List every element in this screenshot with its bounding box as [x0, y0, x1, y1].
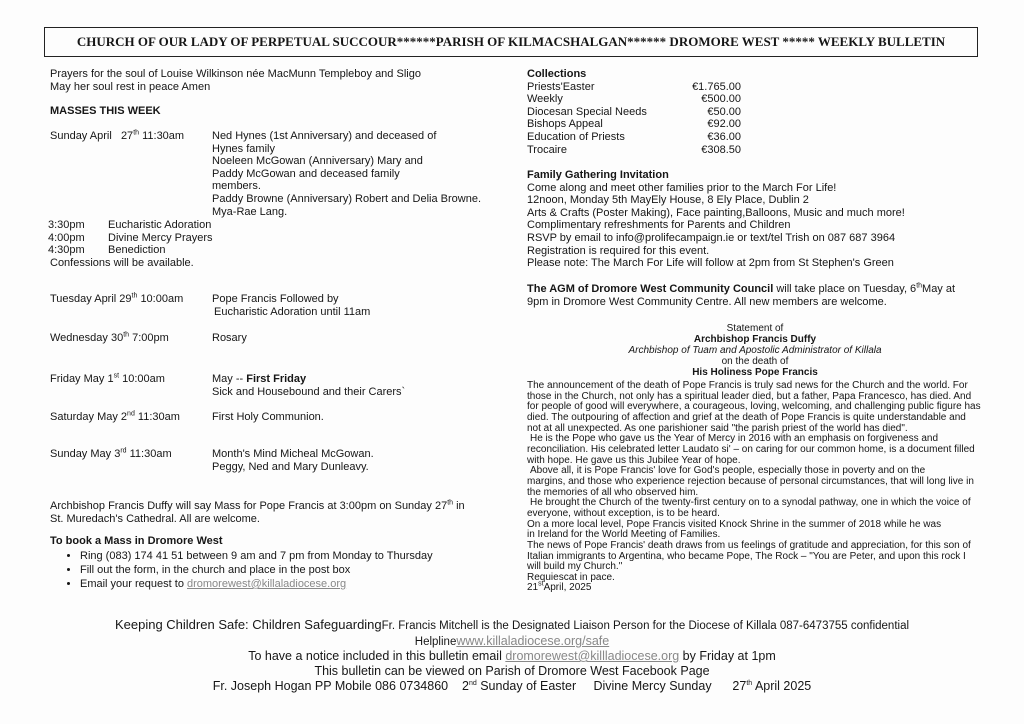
text: Weekly — [527, 93, 563, 106]
text — [212, 448, 374, 473]
text: Pope Francis Followed by — [212, 293, 339, 305]
statement-date — [527, 583, 981, 594]
text: by Friday at 1pm — [679, 649, 776, 663]
text: Peggy, Ned and Mary Dunleavy. — [212, 460, 369, 473]
prayers-line: Prayers for the soul of Louise Wilkinson née MacMunn Templeboy and Sligo — [50, 68, 421, 80]
collection-row — [527, 106, 741, 119]
text: Come along and meet other families prior to the March For Life! — [527, 181, 837, 194]
text: Rosary — [212, 332, 247, 344]
text: reconciliation. His celebrated letter Laudato si' – on caring for our common home, is a document filled — [527, 443, 975, 455]
collection-row — [527, 131, 741, 144]
afternoon-schedule — [48, 219, 213, 269]
text: Friday May 1 — [50, 373, 114, 385]
family-gathering-section — [527, 169, 905, 270]
text: On a more local level, Pope Francis visited Knock Shrine in the summer of 2018 while he was — [527, 518, 942, 530]
text: Benediction — [108, 244, 166, 257]
text: First Friday — [246, 373, 307, 385]
text: Month's Mind Micheal McGowan. — [212, 448, 374, 460]
text: Hynes family — [212, 142, 275, 155]
confessions-note: Confessions will be available. — [50, 256, 194, 269]
text: Eucharistic Adoration — [108, 219, 212, 231]
text — [50, 411, 212, 424]
text: 3:30pm — [48, 219, 85, 231]
text: th — [916, 282, 923, 290]
text: with hope. He gave us this Jubilee Year of hope. — [527, 454, 741, 466]
masses-heading: MASSES THIS WEEK — [50, 105, 161, 117]
text: 11:30am — [137, 411, 180, 423]
mass-sunday-may — [50, 448, 374, 473]
collection-row — [527, 93, 741, 106]
text: €500.00 — [701, 93, 741, 106]
priest-line — [0, 679, 1024, 693]
text: Paddy McGowan and deceased family — [212, 167, 400, 180]
text: died. The outpouring of affection and grief at the death of Pope Francis is quite understandable and — [527, 411, 966, 423]
text: RSVP by email to info@prolifecampaign.ie or text/tel Trish on 087 687 3964 — [527, 231, 896, 244]
statement-heading — [527, 323, 983, 378]
text: €36.00 — [707, 130, 741, 143]
statement-body — [527, 381, 981, 594]
schedule-row — [48, 232, 213, 245]
text: Keeping Children Safe: Children Safeguarding — [114, 617, 382, 632]
text: 4:00pm — [48, 231, 85, 244]
text: th — [447, 499, 454, 507]
text: Divine Mercy Prayers — [108, 231, 213, 244]
text — [50, 332, 212, 345]
text: Wednesday 30 — [50, 332, 124, 344]
text — [50, 500, 465, 513]
text — [50, 549, 433, 591]
text: €308.50 — [701, 143, 741, 156]
text: those in the Church, not only has a spiritual leader died, but a father, Papa Francesco, has died. And — [527, 390, 972, 402]
text: Sunday April — [50, 130, 112, 142]
notice-line — [0, 649, 1024, 663]
schedule-row — [48, 219, 213, 232]
text: everyone, without exception, is to be heard. — [527, 507, 720, 519]
prayers-line: May her soul rest in peace Amen — [50, 80, 211, 93]
text — [527, 283, 955, 296]
text: st — [113, 372, 120, 380]
helpline-line — [0, 634, 1024, 649]
text: May -- — [212, 373, 247, 385]
text: April 2025 — [752, 679, 812, 693]
text: Education of Priests — [527, 130, 625, 143]
text: April, 2025 — [543, 582, 592, 594]
text: 27 — [120, 130, 134, 142]
text: will take place on Tuesday, 6 — [773, 283, 917, 295]
text: th — [131, 292, 138, 300]
text: €1.765.00 — [692, 80, 741, 93]
mass-tuesday — [50, 293, 370, 318]
text: Noeleen McGowan (Anniversary) Mary and — [212, 155, 423, 168]
text: th — [123, 331, 130, 339]
text: Email your request to — [80, 578, 187, 590]
text: Arts & Crafts (Poster Making), Face painting,Balloons, Music and much more! — [527, 206, 905, 219]
text: Sunday May 3 — [50, 448, 121, 460]
book-option — [80, 577, 433, 591]
collection-row — [527, 81, 741, 94]
text: He is the Pope who gave us the Year of Mercy in 2016 with an emphasis on forgiveness and — [530, 433, 939, 445]
text: members. — [212, 180, 261, 193]
text: Sick and Housebound and their Carers` — [212, 385, 406, 398]
text: Eucharistic Adoration until 11am — [214, 305, 371, 318]
text: for people of good will everywhere, a courageous, loving, welcoming, and challenging public figure has — [527, 401, 981, 413]
email-link[interactable]: dromorewest@killaladiocese.org — [187, 578, 347, 590]
text: 12noon, Monday 5th MayEly House, 8 Ely Place, Dublin 2 — [527, 194, 809, 207]
mass-saturday — [50, 411, 324, 424]
text: Helpline — [414, 636, 457, 648]
prayers-notice — [50, 68, 421, 93]
safeguarding-line — [0, 618, 1024, 633]
text: th — [133, 129, 140, 137]
text — [527, 81, 741, 157]
text: 21 — [527, 582, 539, 594]
text: €92.00 — [707, 118, 741, 131]
text: 4:30pm — [48, 244, 85, 257]
text: Trocaire — [527, 143, 567, 156]
book-mass-heading: To book a Mass in Dromore West — [50, 535, 223, 547]
text: rd — [120, 447, 127, 455]
text: First Holy Communion. — [212, 411, 324, 423]
text: Saturday May 2 — [50, 411, 128, 423]
mass-intentions — [212, 130, 481, 218]
text: Archbishop of Tuam and Apostolic Administrator of Killala — [628, 345, 882, 356]
text: 10:00am — [122, 373, 165, 385]
text: May at — [922, 283, 956, 295]
text: nd — [468, 679, 477, 687]
text: Archbishop Francis Duffy will say Mass for Pope Francis at 3:00pm on Sunday 27 — [50, 500, 448, 512]
mass-wednesday — [50, 332, 247, 345]
text: will build my Church." — [527, 561, 623, 573]
text: 11:30am — [142, 130, 185, 142]
text: 9pm in Dromore West Community Centre. All new members are welcome. — [527, 295, 887, 308]
family-heading: Family Gathering Invitation — [527, 169, 669, 181]
text: Priests'Easter — [527, 80, 595, 93]
text: 10:00am — [140, 293, 184, 305]
text: th — [746, 679, 753, 687]
text: Diocesan Special Needs — [527, 105, 647, 118]
text: on the death of — [721, 356, 789, 367]
text: He brought the Church of the twenty-first century on to a synodal pathway, one in which the voice of — [530, 497, 971, 509]
text: the memories of all who observed him. — [527, 486, 699, 498]
notice-email-link[interactable]: dromorewest@killladiocese.org — [505, 649, 680, 663]
book-option: • Ring (083) 174 41 51 between 9 am and 7 pm from Monday to Thursday — [80, 549, 433, 563]
collections-heading: Collections — [527, 68, 587, 80]
text: Bishops Appeal — [527, 118, 603, 131]
safeguarding-link[interactable]: www.killaladiocese.org/safe — [456, 634, 610, 648]
text — [212, 373, 405, 398]
collection-row — [527, 144, 741, 157]
archbishop-mass-notice — [50, 500, 465, 525]
text: Sunday of Easter Divine Mercy Sunday 27 — [476, 679, 747, 693]
text: Archbishop Francis Duffy — [693, 334, 817, 345]
text: in — [453, 500, 465, 512]
text: Ned Hynes (1st Anniversary) and deceased of — [212, 130, 437, 142]
text: Complimentary refreshments for Parents and Children — [527, 219, 791, 232]
text: 11:30am — [129, 448, 172, 460]
mass-date — [50, 130, 212, 143]
text — [50, 448, 212, 461]
text: The AGM of Dromore West Community Council — [527, 283, 774, 295]
text — [527, 81, 741, 157]
facebook-line: This bulletin can be viewed on Parish of Dromore West Facebook Page — [314, 664, 710, 678]
text: 7:00pm — [132, 332, 169, 344]
text: Fr. Joseph Hogan PP Mobile 086 0734860 2 — [212, 679, 469, 693]
bulletin-title: CHURCH OF OUR LADY OF PERPETUAL SUCCOUR******PARISH OF KILMACSHALGAN****** DROMORE WEST ***** WEEKLY BULLETIN — [76, 34, 946, 49]
text: The announcement of the death of Pope Francis is truly sad news for the Church and the world. For — [527, 380, 968, 391]
bulletin-header — [44, 27, 978, 57]
text: The news of Pope Francis' death draws from us feelings of gratitude and appreciation, for this son of — [527, 539, 971, 551]
text: St. Muredach's Cathedral. All are welcome. — [50, 512, 260, 525]
mass-sunday — [50, 130, 481, 218]
text: €50.00 — [707, 105, 741, 118]
text: Above all, it is Pope Francis' love for God's people, especially those in poverty and on the — [530, 465, 926, 477]
text — [50, 373, 212, 386]
book-option: • Fill out the form, in the church and place in the post box — [80, 563, 433, 577]
text: To have a notice included in this bulletin email — [248, 649, 506, 663]
schedule-row — [48, 244, 213, 257]
text — [212, 373, 405, 386]
text: Statement of — [726, 323, 784, 334]
text: Fr. Francis Mitchell is the Designated Liaison Person for the Diocese of Killala 087-6473755 confidential — [381, 620, 910, 632]
text: st — [538, 581, 544, 589]
text: margins, and those who experience rejection because of personal circumstances, that will long live in — [527, 475, 974, 487]
text: His Holiness Pope Francis — [692, 367, 818, 378]
text: nd — [127, 410, 135, 418]
text: in Ireland for the World Meeting of Families. — [527, 529, 721, 541]
collections-section — [527, 68, 741, 156]
text: Mya-Rae Lang. — [212, 205, 288, 218]
text: Requiescat in pace. — [527, 571, 615, 583]
text — [50, 293, 212, 306]
text: not at all unexpected. As one parishioner said "the parish priest of the world has died". — [527, 422, 908, 434]
agm-notice — [527, 283, 955, 308]
collection-row — [527, 118, 741, 131]
mass-friday — [50, 373, 405, 398]
book-mass-section — [50, 535, 433, 591]
text: Italian immigrants to Argentina, who became Pope, The Rock – "You are Peter, and upon this rock I — [527, 550, 966, 562]
text: Registration is required for this event. — [527, 244, 710, 257]
text: Tuesday April 29 — [50, 293, 132, 305]
text: Please note: The March For Life will follow at 2pm from St Stephen's Green — [527, 257, 894, 270]
text — [212, 293, 370, 318]
text: Paddy Browne (Anniversary) Robert and Delia Browne. — [212, 192, 482, 205]
